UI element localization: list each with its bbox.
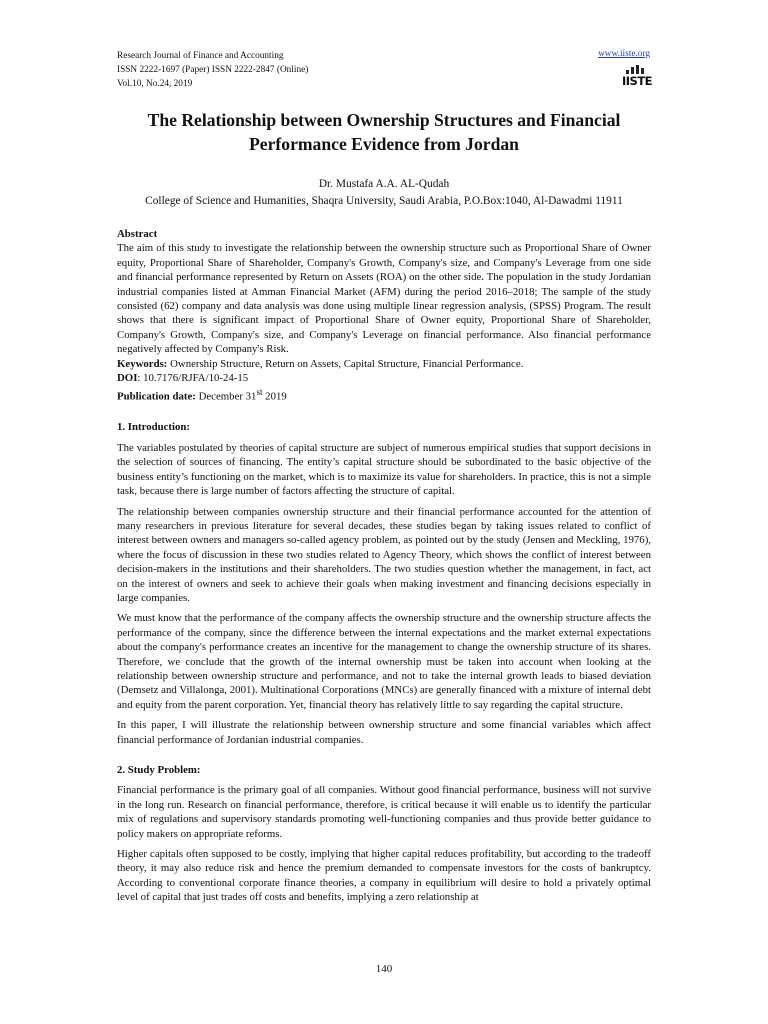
pubdate-sup: st — [256, 387, 263, 398]
introduction-heading: 1. Introduction: — [117, 421, 190, 434]
paper-title — [96, 108, 672, 156]
introduction-paragraph: The variables postulated by theories of capital structure are subject of numerous empirical studies that support decisions in the selection of sources of financing. The entity’s capital structure should be subordinated to the basic objective of the business entity’s functioning on the market, which is to maximize its value for shareholders. In practice, this is not a simple task, because there is large number of factors affecting the structure of capital. — [117, 441, 651, 498]
pubdate-value: December 31 — [198, 391, 257, 404]
author-name: Dr. Mustafa A.A. AL-Qudah — [318, 178, 450, 190]
journal-info — [117, 49, 308, 91]
journal-issn: ISSN 2222-1697 (Paper) ISSN 2222-2847 (Online) — [117, 65, 309, 75]
keywords-value: Ownership Structure, Return on Assets, Capital Structure, Financial Performance. — [170, 357, 524, 370]
introduction-paragraph: We must know that the performance of the company affects the ownership structure and the ownership structure affects the performance of the company, since the difference between the internal expectations and the market external expectations about the company's performance creates an incentive for the management to change the ownership structure of its shares. Therefore, we conclude that the growth of the internal ownership must be taken into account when looking at the relationship between ownership structure and performance, and not to take the internal growth leads to biased deviation (Demsetz and Villalonga, 2001). Multinational Corporations (MNCs) are generally financed with a mixture of internal debt and equity from the parent corporation. Yet, financial theory has relatively little to say regarding the capital structure. — [117, 612, 651, 711]
study-problem-heading: 2. Study Problem: — [117, 764, 201, 776]
page-number: 140 — [375, 963, 393, 975]
doi-value: : 10.7176/RJFA/10-24-15 — [137, 372, 249, 385]
introduction-paragraph: The relationship between companies ownership structure and their financial performance accounted for the attention of many researchers in previous literature for several decades, these studies began by taking issues related to conflict of interest between owners and managers so-called agency problem, as pointed out by the study (Jensen and Meckling, 1976), where the focus of discussion in these two studies related to Agency Theory, which shows the conflict of interest between decision-makers in the institutions and their shareholders. The two studies question whether the management, in fact, act on the interest of owners and seek to achieve their goals when making investment and financing decisions especially in large companies. — [117, 505, 651, 604]
doi-line — [117, 371, 651, 385]
pubdate-label: Publication date: — [117, 391, 196, 404]
keywords-line — [117, 357, 651, 371]
abstract-text: The aim of this study to investigate the relationship between the ownership structure such as Proportional Share of Owner equity, Proportional Share of Shareholder, Company's Growth, Company's size, and Company's Leverage from one side and financial performance represented by Return on Assets (ROA) on the other side. The population in the study Jordanian industrial companies listed at Amman Financial Market (AFM) during the period 2016–2018; The sample of the study consisted (62) company and data analysis was done using multiple linear regression analysis, (SPSS) Program. The result shows that there is significant impact of Proportional Share of Owner equity, Proportional Share of Shareholder, Company's Growth, Company's size, and Company's Leverage on financial performance. Also financial performance negatively affected by Company's Risk. — [117, 242, 651, 356]
paper-body — [117, 227, 651, 905]
introduction-paragraph: In this paper, I will illustrate the relationship between ownership structure and some financial variables which affect financial performance of Jordanian industrial companies. — [117, 719, 651, 746]
iiste-logo — [622, 63, 653, 93]
keywords-label: Keywords: — [117, 357, 168, 370]
doi-label: DOI — [117, 372, 138, 385]
title-line-2: Performance Evidence from Jordan — [249, 134, 519, 154]
logo-bars-icon — [625, 65, 647, 74]
journal-name: Research Journal of Finance and Accounting — [117, 51, 284, 61]
study-problem-paragraph: Higher capitals often supposed to be costly, implying that higher capital reduces profitability, but according to the tradeoff theory, it may also reduce risk and hence the premium demanded to compensate investors for the costs of bankruptcy. According to conventional corporate finance theories, a company in equilibrium will desire to hold a privately optimal level of capital that just trades off costs and benefits, implying a zero relationship at — [117, 848, 651, 904]
pubdate-year: 2019 — [265, 391, 287, 404]
abstract-heading: Abstract — [117, 228, 158, 240]
study-problem-paragraph: Financial performance is the primary goal of all companies. Without good financial performance, business will not survive in the long run. Research on financial performance, therefore, is critical because it will enable us to identify the particular mix of regulations and supervisory standards promoting well-functioning companies and thus provide better guidance to policy makers on appropriate reforms. — [117, 784, 651, 840]
logo-text: IISTE — [622, 74, 653, 88]
pubdate-line — [117, 385, 651, 404]
journal-url-link[interactable]: www.iiste.org — [598, 49, 650, 59]
journal-volume: Vol.10, No.24, 2019 — [117, 79, 193, 89]
title-line-1: The Relationship between Ownership Structures and Financial — [147, 110, 621, 130]
journal-header — [117, 49, 652, 95]
author-affiliation: College of Science and Humanities, Shaqra University, Saudi Arabia, P.O.Box:1040, Al-Dawadmi 11911 — [145, 195, 623, 207]
